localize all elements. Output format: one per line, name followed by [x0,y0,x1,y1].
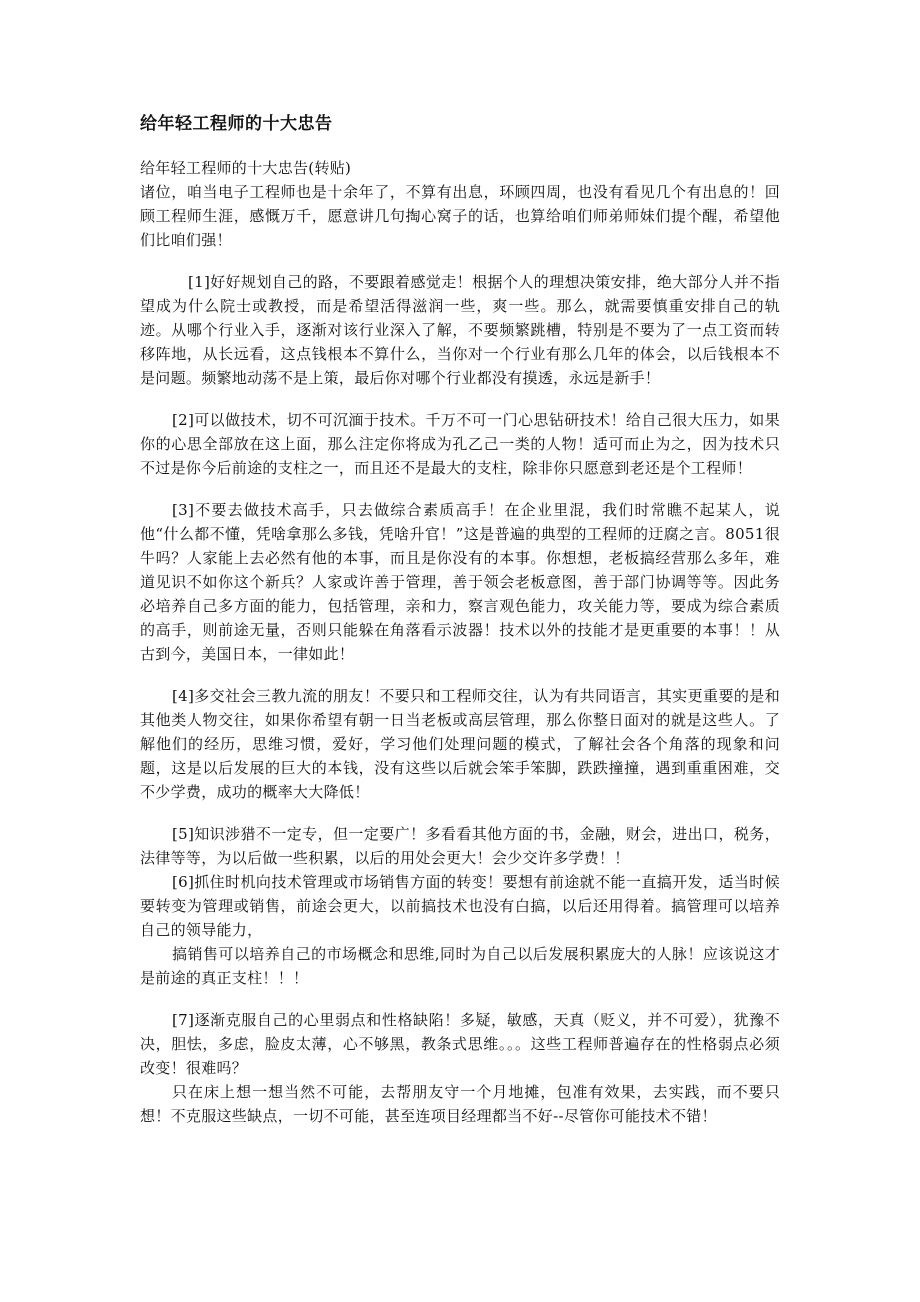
advice-paragraph-7-continued: 只在床上想一想当然不可能，去帮朋友守一个月地摊，包准有效果，去实践，而不要只想！不克服这些缺点，一切不可能，甚至连项目经理都当不好--尽管你可能技术不错！ [140,1083,780,1125]
intro-paragraph: 诸位，咱当电子工程师也是十余年了，不算有出息，环顾四周，也没有看见几个有出息的！回顾工程师生涯，感慨万千，愿意讲几句掏心窝子的话，也算给咱们师弟师妹们提个醒，希望他们比咱们强！ [140,183,780,249]
paragraph-gap [140,990,780,1008]
advice-paragraph-6-continued: 搞销售可以培养自己的市场概念和思维,同时为自己以后发展积累庞大的人脉！应该说这才是前途的真正支柱！！！ [140,945,780,987]
paragraph-gap [140,804,780,822]
advice-paragraph-4: [4]多交社会三教九流的朋友！不要只和工程师交往，认为有共同语言，其实更重要的是和其他类人物交往，如果你希望有朝一日当老板或高层管理，那么你整日面对的就是这些人。了解他们的经历，思维习惯，爱好，学习他们处理问题的模式，了解社会各个角落的现象和问题，这是以后发展的巨大的本钱，没有这些以后就会笨手笨脚，跌跌撞撞，遇到重重困难，交不少学费，成功的概率大大降低！ [140,687,780,801]
intro-subtitle: 给年轻工程师的十大忠告(转贴) [140,159,352,177]
paragraph-gap [140,480,780,498]
advice-paragraph-6: [6]抓住时机向技术管理或市场销售方面的转变！要想有前途就不能一直搞开发，适当时候要转变为管理或销售，前途会更大，以前搞技术也没有白搞，以后还用得着。搞管理可以培养自己的领导能力， [140,873,780,939]
paragraph-gap [140,252,780,270]
advice-paragraph-3: [3]不要去做技术高手，只去做综合素质高手！在企业里混，我们时常瞧不起某人，说他“什么都不懂，凭啥拿那么多钱，凭啥升官！”这是普遍的典型的工程师的迂腐之言。8051很牛吗？人家能上去必然有他的本事，而且是你没有的本事。你想想，老板搞经营那么多年，难道见识不如你这个新兵？人家或许善于管理，善于领会老板意图，善于部门协调等等。因此务必培养自己多方面的能力，包括管理，亲和力，察言观色能力，攻关能力等，要成为综合素质的高手，则前途无量，否则只能躲在角落看示波器！技术以外的技能才是更重要的本事！！从古到今，美国日本，一律如此！ [140,501,780,663]
document-page [140,112,780,1128]
document-title: 给年轻工程师的十大忠告 [140,114,333,134]
paragraph-gap [140,390,780,408]
advice-paragraph-7: [7]逐渐克服自己的心里弱点和性格缺陷！多疑，敏感，天真（贬义，并不可爱），犹豫不决，胆怯，多虑，脸皮太薄，心不够黑，教条式思维。。。这些工程师普遍存在的性格弱点必须改变！很难吗？ [140,1011,780,1077]
advice-paragraph-2: [2]可以做技术，切不可沉湎于技术。千万不可一门心思钻研技术！给自己很大压力，如果你的心思全部放在这上面，那么注定你将成为孔乙己一类的人物！适可而止为之，因为技术只不过是你今后前途的支柱之一，而且还不是最大的支柱，除非你只愿意到老还是个工程师！ [140,411,780,477]
advice-paragraph-5: [5]知识涉猎不一定专，但一定要广！多看看其他方面的书，金融，财会，进出口，税务，法律等等，为以后做一些积累，以后的用处会更大！会少交许多学费！！ [140,825,780,867]
paragraph-gap [140,666,780,684]
advice-paragraph-1: [1]好好规划自己的路，不要跟着感觉走！根据个人的理想决策安排，绝大部分人并不指望成为什么院士或教授，而是希望活得滋润一些，爽一些。那么，就需要慎重安排自己的轨迹。从哪个行业入手，逐渐对该行业深入了解，不要频繁跳槽，特别是不要为了一点工资而转移阵地，从长远看，这点钱根本不算什么，当你对一个行业有那么几年的体会，以后钱根本不是问题。频繁地动荡不是上策，最后你对哪个行业都没有摸透，永远是新手！ [140,273,780,387]
